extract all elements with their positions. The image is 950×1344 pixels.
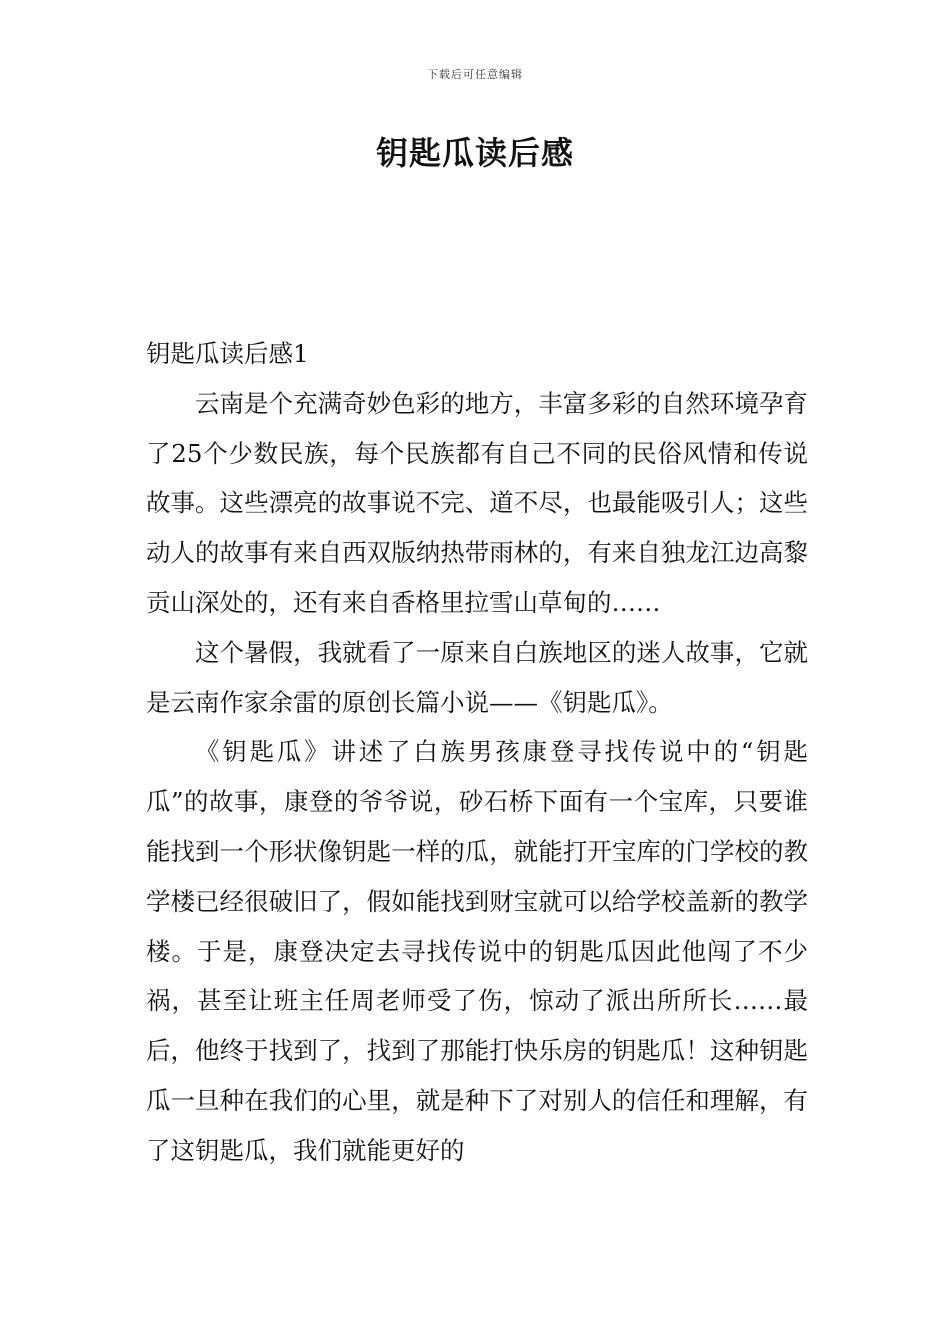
paragraph-1: 云南是个充满奇妙色彩的地方，丰富多彩的自然环境孕育了25个少数民族，每个民族都有自己不同的民俗风情和传说故事。这些漂亮的故事说不完、道不尽，也最能吸引人；这些动人的故事有来自西双版纳热带雨林的，有来自独龙江边高黎贡山深处的，还有来自香格里拉雪山草甸的…… bbox=[146, 388, 808, 617]
document-body bbox=[146, 329, 808, 1176]
document-title: 钥匙瓜读后感 bbox=[375, 134, 574, 172]
header-note: 下载后可任意编辑 bbox=[427, 68, 523, 81]
paragraph-3: 《钥匙瓜》讲述了白族男孩康登寻找传说中的“钥匙瓜”的故事，康登的爷爷说，砂石桥下面有一个宝库，只要谁能找到一个形状像钥匙一样的瓜，就能打开宝库的门学校的教学楼已经很破旧了，假如能找到财宝就可以给学校盖新的教学楼。于是，康登决定去寻找传说中的钥匙瓜因此他闯了不少祸，甚至让班主任周老师受了伤，惊动了派出所所长……最后，他终于找到了，找到了那能打快乐房的钥匙瓜！这种钥匙瓜一旦种在我们的心里，就是种下了对别人的信任和理解，有了这钥匙瓜，我们就能更好的 bbox=[146, 737, 808, 1165]
section-heading: 钥匙瓜读后感1 bbox=[146, 339, 309, 368]
paragraph-2: 这个暑假，我就看了一原来自白族地区的迷人故事，它就是云南作家余雷的原创长篇小说——《钥匙瓜》。 bbox=[146, 637, 808, 717]
